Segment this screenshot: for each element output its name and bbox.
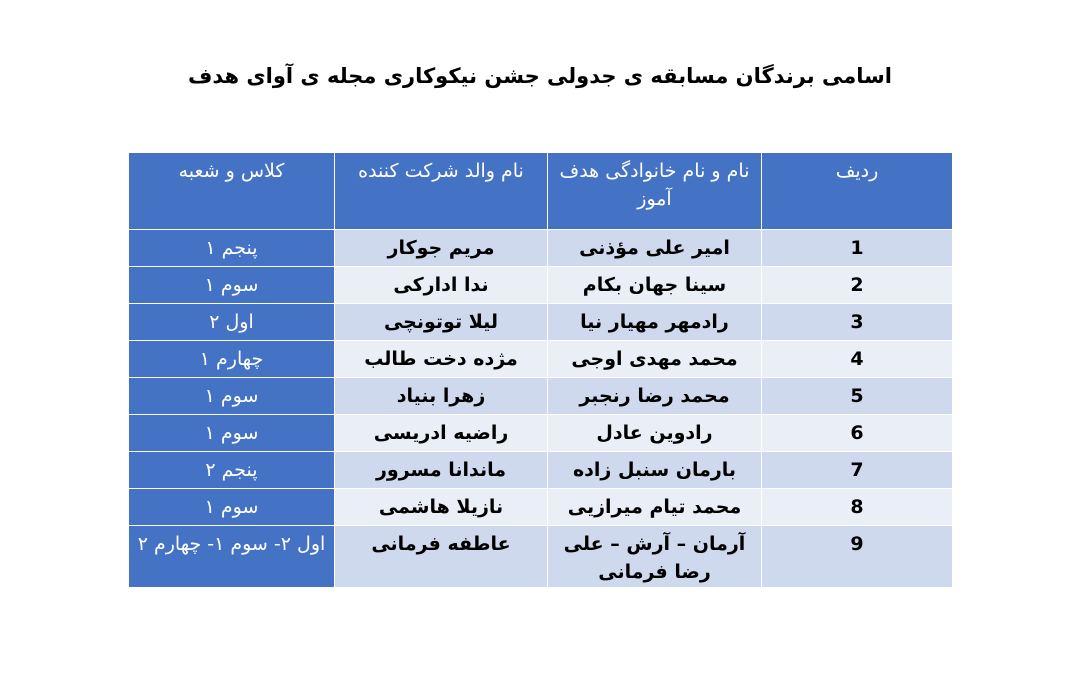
row-number: 3 [762,304,953,341]
parent-name: راضیه ادریسی [335,415,548,452]
student-name: سینا جهان بکام [548,267,762,304]
parent-name: عاطفه فرمانی [335,526,548,588]
student-name: بارمان سنبل زاده [548,452,762,489]
class-section: سوم ۱ [129,415,335,452]
class-section: پنجم ۲ [129,452,335,489]
table-row [129,378,953,415]
winners-table [128,152,953,588]
row-number: 2 [762,267,953,304]
student-name: محمد تیام میرازیی [548,489,762,526]
class-section: سوم ۱ [129,489,335,526]
table-row [129,489,953,526]
row-number: 8 [762,489,953,526]
student-name: امیر علی مؤذنی [548,230,762,267]
header-row-number: ردیف [762,153,953,230]
row-number: 1 [762,230,953,267]
parent-name: مژده دخت طالب [335,341,548,378]
class-section: اول ۲- سوم ۱- چهارم ۲ [129,526,335,588]
table-row [129,267,953,304]
parent-name: زهرا بنیاد [335,378,548,415]
student-name: محمد رضا رنجبر [548,378,762,415]
student-name: رادوین عادل [548,415,762,452]
parent-name: ندا ادارکی [335,267,548,304]
parent-name: نازیلا هاشمی [335,489,548,526]
table-row [129,304,953,341]
class-section: اول ۲ [129,304,335,341]
table-row [129,415,953,452]
class-section: سوم ۱ [129,267,335,304]
table-row [129,452,953,489]
class-section: پنجم ۱ [129,230,335,267]
class-section: چهارم ۱ [129,341,335,378]
row-number: 9 [762,526,953,588]
parent-name: لیلا توتونچی [335,304,548,341]
table-row [129,230,953,267]
table-row [129,341,953,378]
parent-name: مریم جوکار [335,230,548,267]
class-section: سوم ۱ [129,378,335,415]
header-class: کلاس و شعبه [129,153,335,230]
student-name: رادمهر مهیار نیا [548,304,762,341]
row-number: 6 [762,415,953,452]
table-header-row [129,153,953,230]
row-number: 4 [762,341,953,378]
student-name: آرمان – آرش – علی رضا فرمانی [548,526,762,588]
student-name: محمد مهدی اوجی [548,341,762,378]
page-title: اسامی برندگان مسابقه ی جدولی جشن نیکوکاری مجله ی آوای هدف [188,64,892,88]
row-number: 5 [762,378,953,415]
header-parent-name: نام والد شرکت کننده [335,153,548,230]
header-student-name: نام و نام خانوادگی هدف آموز [548,153,762,230]
table-row [129,526,953,588]
parent-name: ماندانا مسرور [335,452,548,489]
row-number: 7 [762,452,953,489]
